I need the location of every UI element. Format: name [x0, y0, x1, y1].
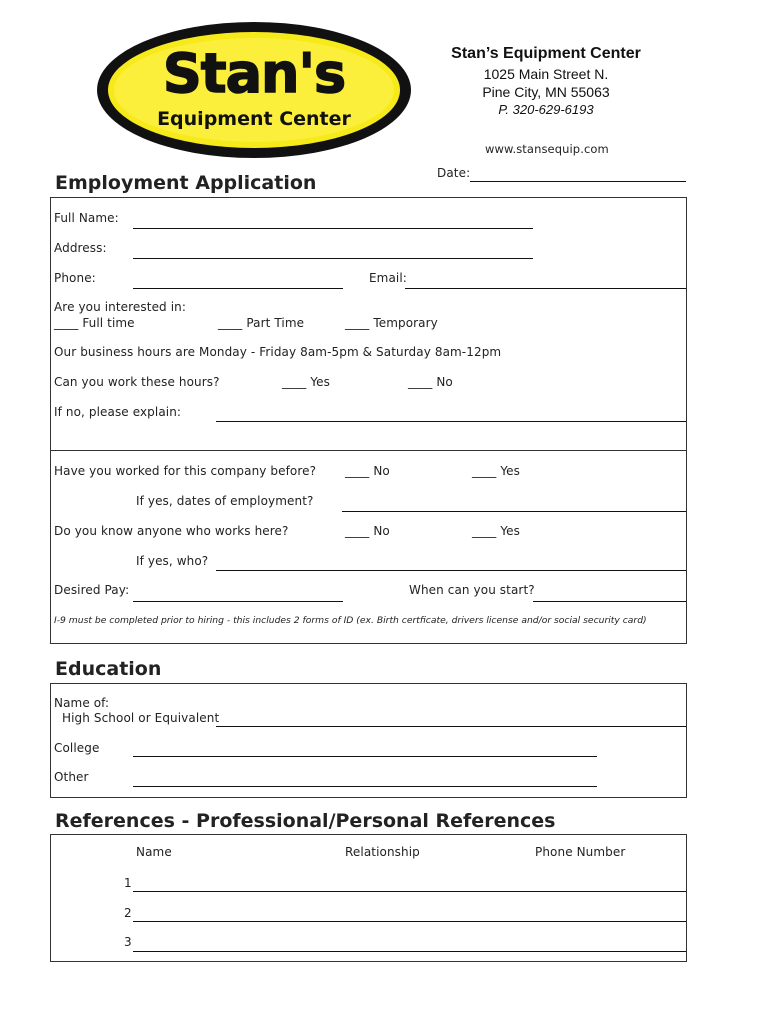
reference-row-number: 2: [124, 906, 132, 920]
company-city: Pine City, MN 55063: [482, 84, 610, 100]
high-school-label: High School or Equivalent: [62, 711, 220, 725]
phone-label: Phone:: [54, 271, 96, 285]
know-anyone-label: Do you know anyone who works here?: [54, 524, 289, 538]
if-yes-who-label: If yes, who?: [136, 554, 209, 568]
know-anyone-yes[interactable]: ____ Yes: [472, 524, 520, 538]
company-street: 1025 Main Street N.: [483, 66, 609, 82]
worked-before-no[interactable]: ____ No: [345, 464, 390, 478]
part-time-option[interactable]: ____ Part Time: [218, 316, 305, 330]
reference-row-field[interactable]: [133, 891, 686, 892]
company-logo: [94, 20, 414, 160]
college-field[interactable]: [133, 756, 597, 757]
know-anyone-no[interactable]: ____ No: [345, 524, 390, 538]
explain-label: If no, please explain:: [54, 405, 182, 419]
other-label: Other: [54, 770, 89, 784]
references-title: References - Professional/Personal References: [55, 810, 556, 832]
start-date-field[interactable]: [533, 601, 686, 602]
logo-text-main: Stan's: [162, 42, 346, 105]
reference-row-field[interactable]: [133, 921, 686, 922]
full-name-label: Full Name:: [54, 211, 119, 225]
education-title: Education: [55, 658, 162, 680]
full-name-field[interactable]: [133, 228, 533, 229]
logo-text-sub: Equipment Center: [157, 108, 351, 130]
worked-before-yes[interactable]: ____ Yes: [472, 464, 520, 478]
section-divider: [50, 450, 687, 451]
desired-pay-label: Desired Pay:: [54, 583, 130, 597]
email-field[interactable]: [405, 288, 686, 289]
temporary-option[interactable]: ____ Temporary: [345, 316, 438, 330]
can-work-label: Can you work these hours?: [54, 375, 220, 389]
business-hours-note: Our business hours are Monday - Friday 8am-5pm & Saturday 8am-12pm: [54, 345, 502, 359]
company-phone: P. 320-629-6193: [498, 102, 594, 117]
college-label: College: [54, 741, 100, 755]
explain-field[interactable]: [216, 421, 686, 422]
phone-field[interactable]: [133, 288, 343, 289]
high-school-field[interactable]: [216, 726, 686, 727]
reference-row-field[interactable]: [133, 951, 686, 952]
interested-label: Are you interested in:: [54, 300, 186, 314]
date-label: Date:: [437, 166, 471, 180]
full-time-option[interactable]: ____ Full time: [54, 316, 135, 330]
desired-pay-field[interactable]: [133, 601, 343, 602]
can-work-no[interactable]: ____ No: [408, 375, 453, 389]
company-name: Stan’s Equipment Center: [451, 45, 641, 62]
col-phone-header: Phone Number: [535, 845, 626, 859]
date-field[interactable]: [470, 181, 686, 182]
form-title: Employment Application: [55, 172, 317, 194]
education-section: [50, 683, 687, 798]
start-date-label: When can you start?: [409, 583, 535, 597]
can-work-yes[interactable]: ____ Yes: [282, 375, 330, 389]
other-field[interactable]: [133, 786, 597, 787]
dates-employment-label: If yes, dates of employment?: [136, 494, 314, 508]
address-label: Address:: [54, 241, 107, 255]
email-label: Email:: [369, 271, 407, 285]
col-relationship-header: Relationship: [345, 845, 420, 859]
i9-note: I-9 must be completed prior to hiring - this includes 2 forms of ID (ex. Birth certficate, drivers license and/or social security card): [54, 615, 647, 626]
reference-row-number: 3: [124, 935, 132, 949]
company-website: www.stansequip.com: [485, 142, 609, 156]
if-yes-who-field[interactable]: [216, 570, 686, 571]
col-name-header: Name: [136, 845, 172, 859]
name-of-label: Name of:: [54, 696, 110, 710]
address-field[interactable]: [133, 258, 533, 259]
worked-before-label: Have you worked for this company before?: [54, 464, 317, 478]
reference-row-number: 1: [124, 876, 132, 890]
dates-employment-field[interactable]: [342, 511, 686, 512]
